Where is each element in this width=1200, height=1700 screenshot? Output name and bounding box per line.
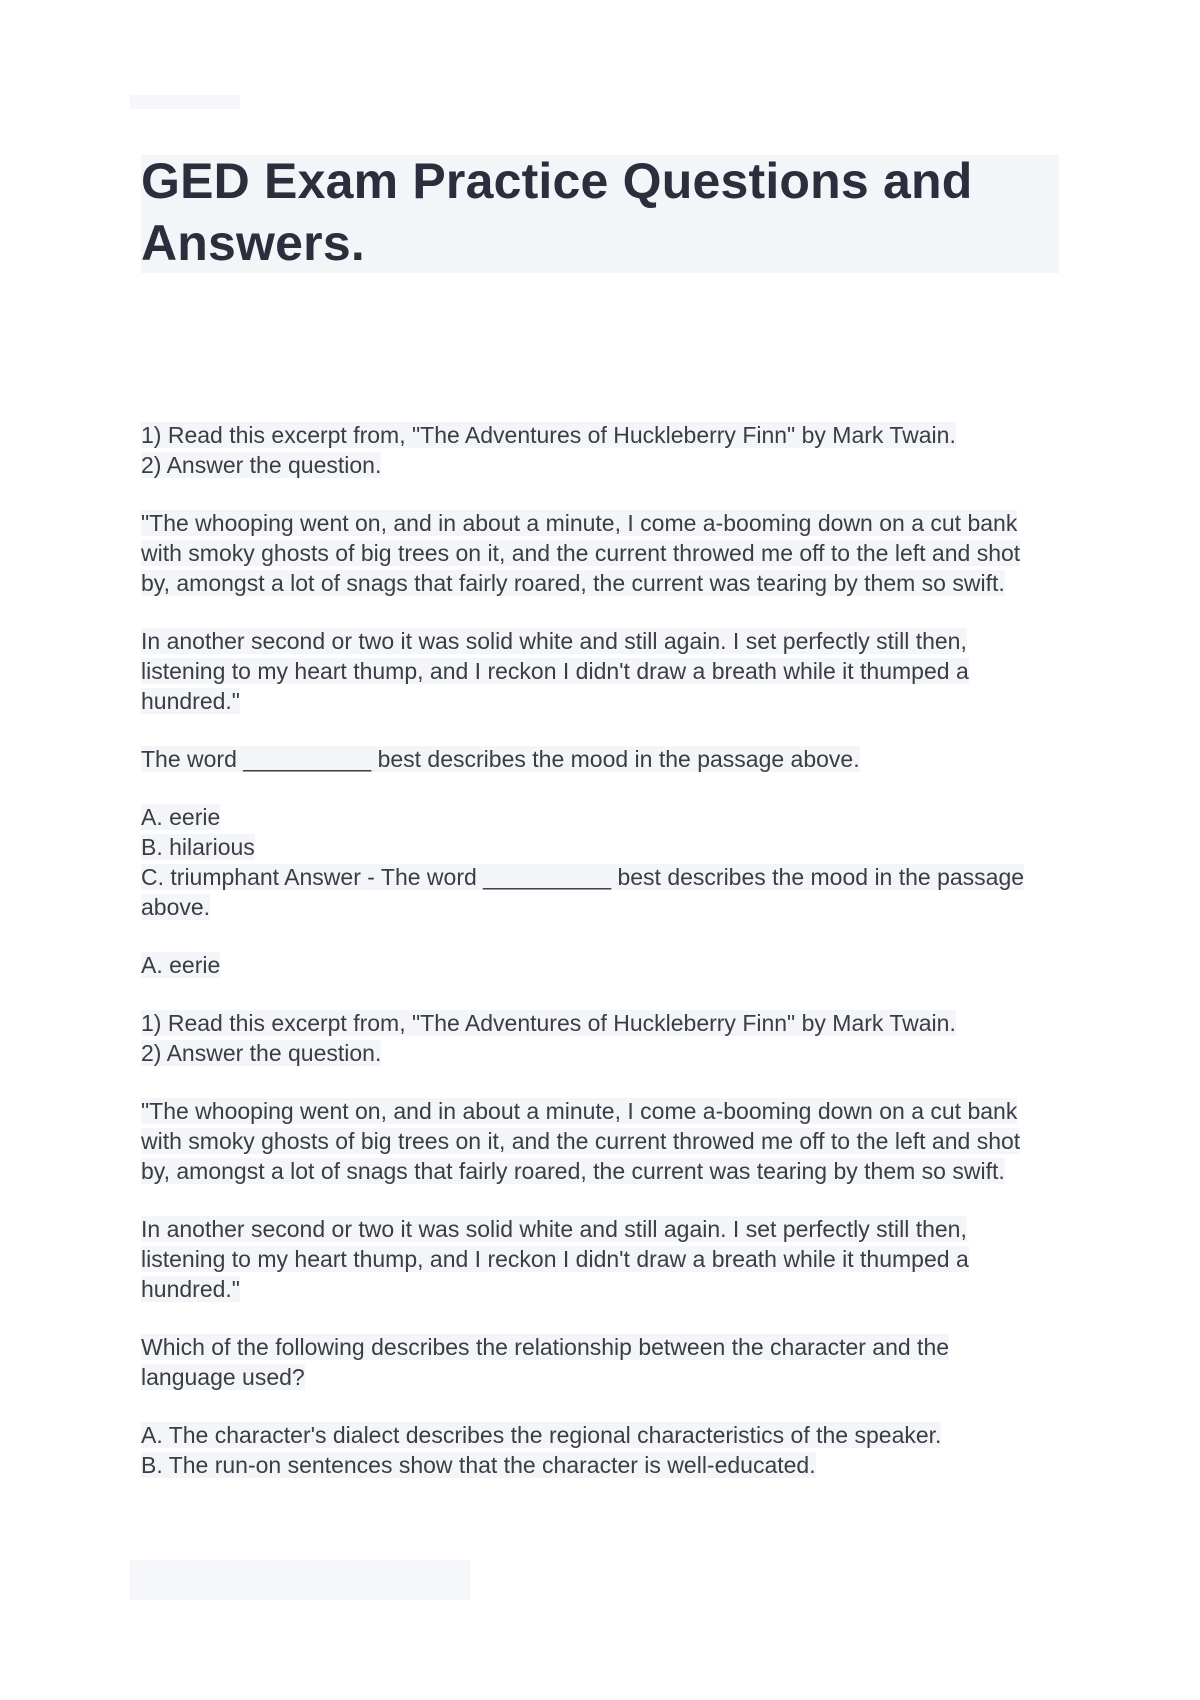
paragraph — [141, 802, 1061, 922]
text-line-content: B. hilarious — [141, 834, 255, 860]
text-line-content: by, amongst a lot of snags that fairly roared, the current was tearing by them so swift. — [141, 1158, 1005, 1184]
page-title — [141, 150, 1041, 274]
text-line-content: 2) Answer the question. — [141, 1040, 382, 1066]
text-line-content: listening to my heart thump, and I reckon I didn't draw a breath while it thumped a — [141, 658, 969, 684]
paragraph — [141, 950, 1061, 980]
text-line — [141, 744, 1061, 774]
paragraph — [141, 1008, 1061, 1068]
text-line-content: listening to my heart thump, and I reckon I didn't draw a breath while it thumped a — [141, 1246, 969, 1272]
text-line — [141, 420, 1061, 450]
text-line — [141, 538, 1061, 568]
paragraph — [141, 626, 1061, 716]
text-line — [141, 568, 1061, 598]
paragraph — [141, 420, 1061, 480]
paragraph — [141, 1214, 1061, 1304]
text-line-content: B. The run-on sentences show that the character is well-educated. — [141, 1452, 816, 1478]
text-line-content: by, amongst a lot of snags that fairly roared, the current was tearing by them so swift. — [141, 570, 1005, 596]
paragraph — [141, 1420, 1061, 1480]
text-line-content: "The whooping went on, and in about a minute, I come a-booming down on a cut bank — [141, 1098, 1018, 1124]
text-line-content: 1) Read this excerpt from, "The Adventures of Huckleberry Finn" by Mark Twain. — [141, 422, 956, 448]
text-line — [141, 1420, 1061, 1450]
text-line — [141, 1008, 1061, 1038]
text-line-content: 2) Answer the question. — [141, 452, 382, 478]
text-line-content: with smoky ghosts of big trees on it, and the current throwed me off to the left and shot — [141, 1128, 1021, 1154]
text-line — [141, 802, 1061, 832]
text-line-content: A. The character's dialect describes the regional characteristics of the speaker. — [141, 1422, 942, 1448]
text-line — [141, 508, 1061, 538]
text-line — [141, 892, 1061, 922]
paragraph — [141, 744, 1061, 774]
text-line-content: "The whooping went on, and in about a minute, I come a-booming down on a cut bank — [141, 510, 1018, 536]
text-line-content: language used? — [141, 1364, 305, 1390]
faint-mark-lower — [130, 1560, 470, 1600]
text-line — [141, 1126, 1061, 1156]
text-line-content: In another second or two it was solid white and still again. I set perfectly still then, — [141, 1216, 967, 1242]
text-line-content: hundred." — [141, 1276, 240, 1302]
text-line — [141, 656, 1061, 686]
text-line — [141, 1096, 1061, 1126]
faint-mark-top — [130, 95, 240, 109]
text-line-content: 1) Read this excerpt from, "The Adventures of Huckleberry Finn" by Mark Twain. — [141, 1010, 956, 1036]
text-line — [141, 626, 1061, 656]
text-line — [141, 450, 1061, 480]
text-line-content: Which of the following describes the relationship between the character and the — [141, 1334, 950, 1360]
text-line-content: In another second or two it was solid white and still again. I set perfectly still then, — [141, 628, 967, 654]
text-line-content: The word __________ best describes the mood in the passage above. — [141, 746, 860, 772]
paragraph — [141, 1096, 1061, 1186]
title-line: GED Exam Practice Questions and — [141, 153, 973, 209]
text-line — [141, 1450, 1061, 1480]
text-line — [141, 1038, 1061, 1068]
text-line-content: hundred." — [141, 688, 240, 714]
text-line — [141, 1214, 1061, 1244]
text-line — [141, 1274, 1061, 1304]
text-line-content: A. eerie — [141, 804, 221, 830]
title-line: Answers. — [141, 215, 365, 271]
paragraph — [141, 1332, 1061, 1392]
text-line-content: C. triumphant Answer - The word __________ best describes the mood in the passage — [141, 864, 1025, 890]
text-line — [141, 832, 1061, 862]
text-line-content: A. eerie — [141, 952, 221, 978]
document-body — [141, 420, 1061, 1508]
text-line — [141, 1156, 1061, 1186]
text-line — [141, 1332, 1061, 1362]
text-line — [141, 686, 1061, 716]
text-line — [141, 1362, 1061, 1392]
text-line — [141, 950, 1061, 980]
text-line — [141, 1244, 1061, 1274]
text-line — [141, 862, 1061, 892]
text-line-content: with smoky ghosts of big trees on it, and the current throwed me off to the left and shot — [141, 540, 1021, 566]
paragraph — [141, 508, 1061, 598]
text-line-content: above. — [141, 894, 211, 920]
